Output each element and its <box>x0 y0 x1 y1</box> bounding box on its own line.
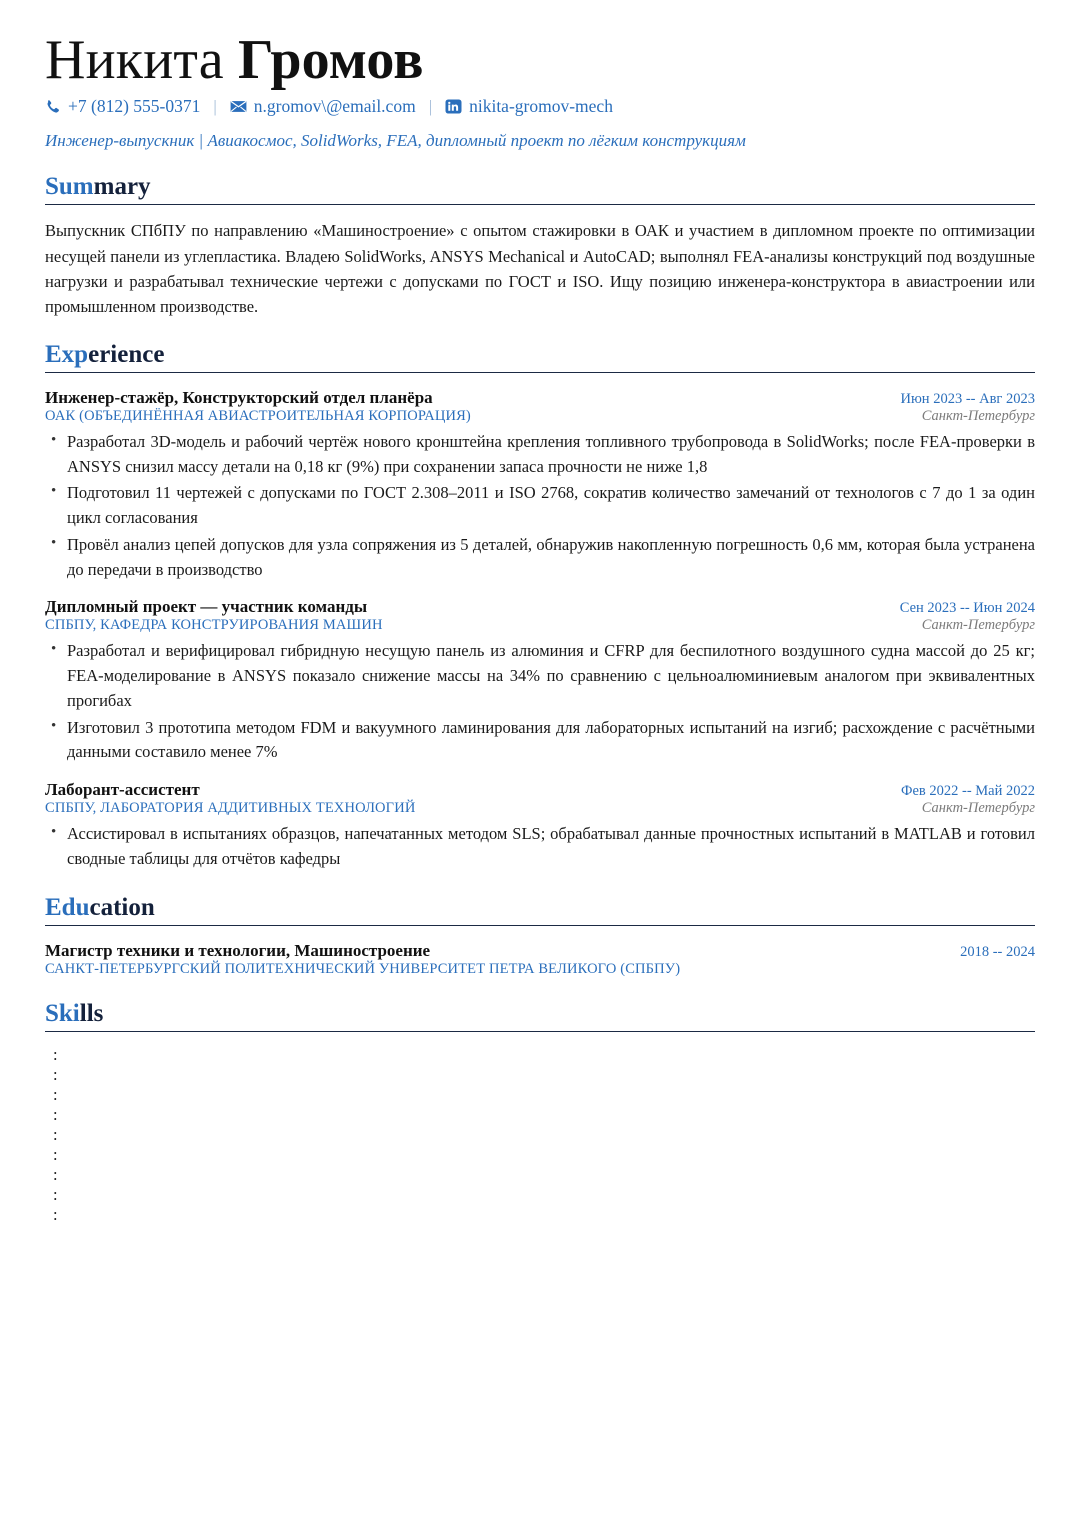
skill-separator: : <box>53 1164 58 1184</box>
section-title-rest: mary <box>93 173 151 201</box>
skill-row <box>45 1165 1035 1185</box>
skill-separator: : <box>53 1064 58 1084</box>
job-title: Инженер-стажёр, Конструкторский отдел планёра <box>45 387 433 407</box>
skill-separator: : <box>53 1044 58 1064</box>
skill-separator: : <box>53 1184 58 1204</box>
section-summary <box>45 173 1035 318</box>
section-title-accent: Sum <box>45 173 94 201</box>
employer-name: ОАК (ОБЪЕДИНЁННАЯ АВИАСТРОИТЕЛЬНАЯ КОРПОРАЦИЯ) <box>45 407 471 424</box>
email-address: n.gromov\@email.com <box>253 96 416 117</box>
section-rule-skills <box>45 1031 1035 1032</box>
skill-separator: : <box>53 1104 58 1124</box>
skill-separator: : <box>53 1084 58 1104</box>
entry-subheader-row <box>45 961 1035 978</box>
job-bullet-list <box>45 430 1035 583</box>
section-title-education <box>45 894 1035 922</box>
job-date-range: Июн 2023 -- Авг 2023 <box>900 390 1035 407</box>
skill-separator: : <box>53 1144 58 1164</box>
experience-entry <box>45 780 1035 872</box>
contact-line <box>45 96 1035 117</box>
last-name: Громов <box>238 29 424 91</box>
skill-row <box>45 1185 1035 1205</box>
section-title-accent: Edu <box>45 893 90 921</box>
experience-entry <box>45 597 1035 765</box>
linkedin-icon <box>445 98 462 115</box>
section-rule-education <box>45 925 1035 926</box>
entry-subheader-row <box>45 408 1035 425</box>
experience-entry <box>45 388 1035 583</box>
job-bullet: • Провёл анализ цепей допусков для узла сопряжения из 5 деталей, обнаружив накопленную погрешность 0,6 мм, которая была устранена до передачи в производство <box>45 533 1035 583</box>
contact-separator-2: | <box>428 96 433 116</box>
job-location: Санкт-Петербург <box>921 617 1035 634</box>
job-location: Санкт-Петербург <box>921 800 1035 817</box>
skill-row <box>45 1205 1035 1225</box>
contact-separator: | <box>213 96 217 116</box>
job-bullet: • Подготовил 11 чертежей с допусками по ГОСТ 2.308–2011 и ISO 2768, сократив количество замечаний от технологов с 7 до 1 за один цикл согласования <box>45 481 1035 531</box>
linkedin-handle: nikita-gromov-mech <box>469 96 613 117</box>
section-title-rest: lls <box>79 999 104 1027</box>
candidate-name <box>45 30 1035 90</box>
summary-paragraph: Выпускник СПбПУ по направлению «Машиностроение» с опытом стажировки в ОАК и участием в дипломном проекте по оптимизации несущей панели из углепластика. Владею SolidWorks, ANSYS Mechanical и AutoCAD; выполнял FEA-анализы конструкций под воздушные нагрузки и разрабатывал технические чертежи с допусками по ГОСТ и ISO. Ищу позицию инженера-конструктора в авиастроении или промышленном производстве. <box>45 221 1035 316</box>
job-bullet: • Ассистировал в испытаниях образцов, напечатанных методом SLS; обрабатывал данные прочностных испытаний в MATLAB и готовил сводные таблицы для отчётов кафедры <box>45 822 1035 872</box>
school-name: САНКТ-ПЕТЕРБУРГСКИЙ ПОЛИТЕХНИЧЕСКИЙ УНИВЕРСИТЕТ ПЕТРА ВЕЛИКОГО (СПБПУ) <box>45 960 681 977</box>
skill-row <box>45 1105 1035 1125</box>
phone-number: +7 (812) 555-0371 <box>68 96 201 117</box>
degree-date-range: 2018 -- 2024 <box>960 943 1035 960</box>
first-name: Никита <box>45 29 224 91</box>
entry-header-row <box>45 388 1035 408</box>
entry-subheader-row <box>45 800 1035 817</box>
skill-row <box>45 1045 1035 1065</box>
entry-header-row <box>45 941 1035 961</box>
skills-list <box>45 1045 1035 1225</box>
section-title-experience <box>45 341 1035 369</box>
section-title-summary <box>45 173 1035 201</box>
job-title: Дипломный проект — участник команды <box>45 597 368 617</box>
job-bullet-list <box>45 822 1035 872</box>
job-date-range: Фев 2022 -- Май 2022 <box>901 783 1035 800</box>
education-entry <box>45 941 1035 978</box>
job-bullet: • Разработал и верифицировал гибридную несущую панель из алюминия и CFRP для беспилотного воздушного судна массой до 25 кг; FEA-моделирование в ANSYS показало снижение массы на 34% по сравнению с цельноалюминиевым аналогом при эквивалентных прогибах <box>45 639 1035 713</box>
section-rule-summary <box>45 204 1035 205</box>
section-title-accent: Ski <box>45 999 80 1027</box>
section-title-accent: Exp <box>45 340 89 368</box>
entry-subheader-row <box>45 617 1035 634</box>
skill-row <box>45 1065 1035 1085</box>
skill-row <box>45 1125 1035 1145</box>
skill-row <box>45 1145 1035 1165</box>
section-title-rest: cation <box>89 893 155 921</box>
job-location: Санкт-Петербург <box>921 407 1035 424</box>
job-date-range: Сен 2023 -- Июн 2024 <box>899 600 1035 617</box>
envelope-icon <box>230 100 247 113</box>
job-title: Лаборант-ассистент <box>45 780 200 800</box>
skill-separator: : <box>53 1124 58 1144</box>
job-bullet: • Разработал 3D-модель и рабочий чертёж нового кронштейна крепления топливного трубопровода в SolidWorks; после FEA-проверки в ANSYS снизил массу детали на 0,18 кг (9%) при сохранении запаса прочности не ниже 1,8 <box>45 430 1035 480</box>
section-experience <box>45 341 1035 872</box>
contact-phone[interactable] <box>45 96 200 117</box>
section-skills <box>45 1000 1035 1225</box>
entry-header-row <box>45 780 1035 800</box>
degree-title: Магистр техники и технологии, Машиностроение <box>45 940 431 960</box>
skill-separator: : <box>53 1204 58 1224</box>
phone-icon <box>45 99 61 115</box>
job-bullet-list <box>45 639 1035 765</box>
contact-email[interactable] <box>230 96 416 117</box>
headline-tagline: Инженер-выпускник | Авиакосмос, SolidWorks, FEA, дипломный проект по лёгким конструкциям <box>45 131 746 151</box>
section-education <box>45 894 1035 978</box>
entry-header-row <box>45 597 1035 617</box>
section-rule-experience <box>45 372 1035 373</box>
employer-name: СПБПУ, КАФЕДРА КОНСТРУИРОВАНИЯ МАШИН <box>45 617 383 634</box>
section-title-rest: erience <box>88 340 165 368</box>
contact-linkedin[interactable] <box>445 96 613 117</box>
job-bullet: • Изготовил 3 прототипа методом FDM и вакуумного ламинирования для лабораторных испытаний на изгиб; расхождение с расчётными данными составило менее 7% <box>45 716 1035 766</box>
skill-row <box>45 1085 1035 1105</box>
resume-header <box>45 30 1035 151</box>
employer-name: СПБПУ, ЛАБОРАТОРИЯ АДДИТИВНЫХ ТЕХНОЛОГИЙ <box>45 800 416 817</box>
section-title-skills <box>45 1000 1035 1028</box>
